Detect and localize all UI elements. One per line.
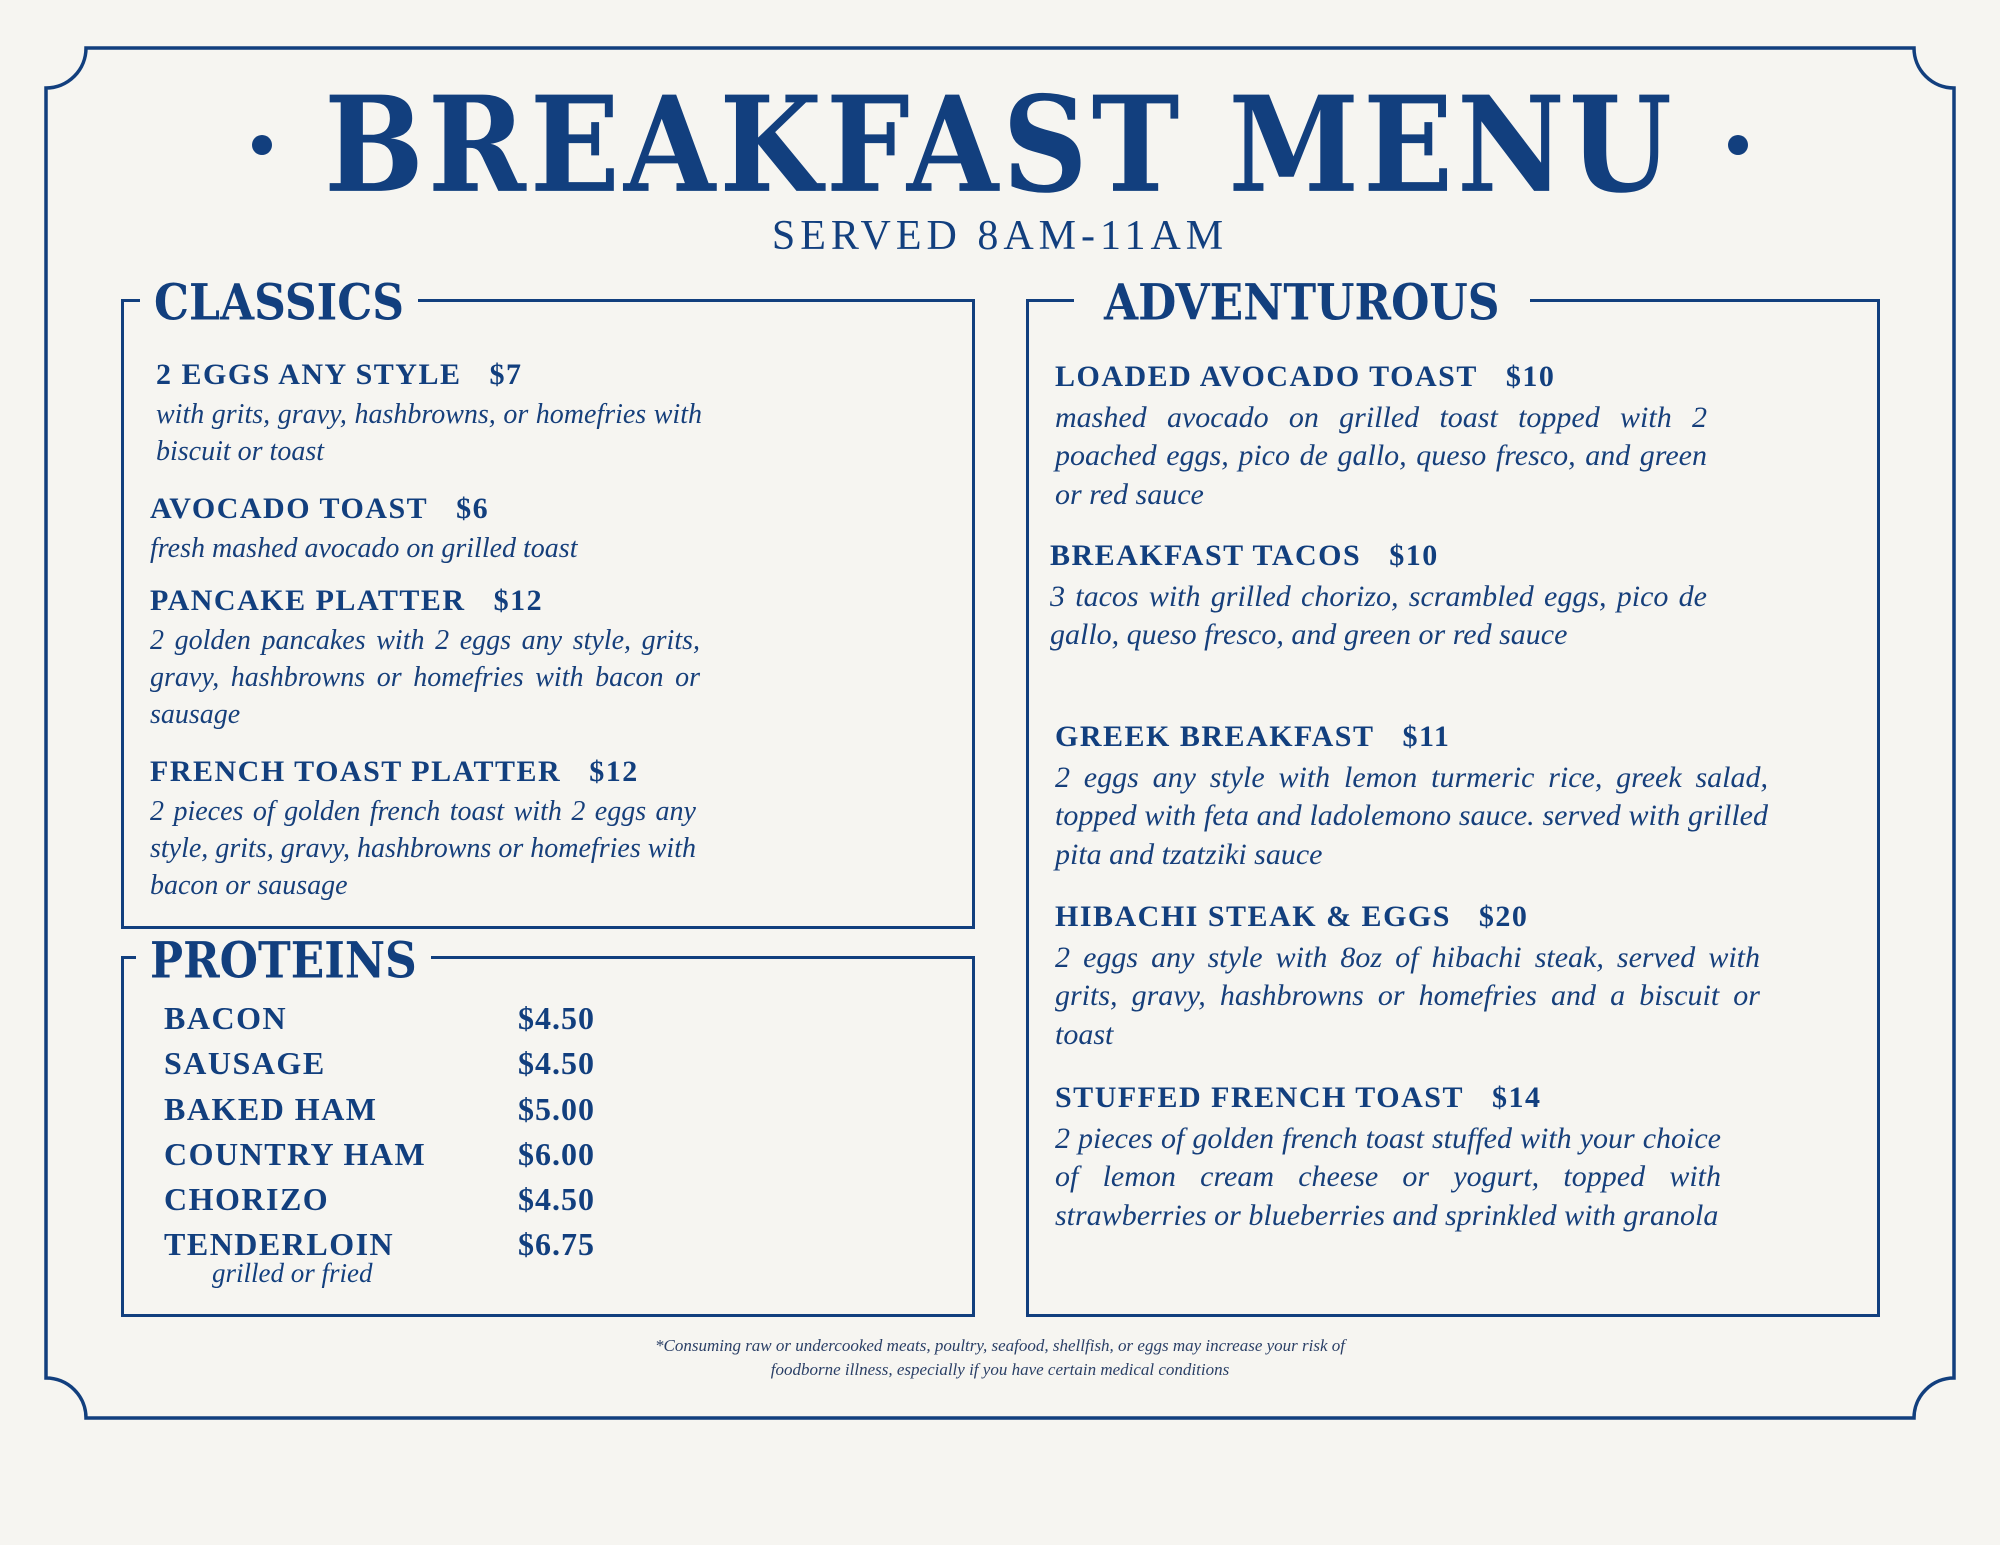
item-name: PANCAKE PLATTER [150,584,466,617]
proteins-title: PROTEINS [136,937,431,986]
menu-item [1055,899,1760,1054]
item-description: 2 eggs any style with 8oz of hibachi steak, served with grits, gravy, hashbrowns or homefries and a biscuit or toast [1055,941,1760,1051]
menu-item [150,491,702,568]
menu-item [156,357,702,471]
item-description: fresh mashed avocado on grilled toast [150,533,578,564]
protein-name: BACON [164,1000,288,1036]
protein-price: $5.00 [518,1091,595,1127]
adventurous-title: ADVENTUROUS [1074,279,1530,328]
item-description: with grits, gravy, hashbrowns, or homefries with biscuit or toast [156,399,702,467]
menu-item [1055,719,1768,874]
item-name: GREEK BREAKFAST [1055,720,1375,753]
item-price: $14 [1491,1081,1542,1114]
protein-row [164,1136,624,1182]
item-name: AVOCADO TOAST [150,492,429,525]
protein-row [164,1181,624,1227]
protein-name: SAUSAGE [164,1045,326,1081]
item-description: 2 eggs any style with lemon turmeric rice, greek salad, topped with feta and ladolemono sauce. served with grilled pita and tzatziki sauce [1055,761,1768,871]
protein-price: $6.75 [518,1226,595,1262]
tenderloin-note: grilled or fried [212,1258,373,1288]
item-price: $12 [493,584,544,617]
protein-price: $4.50 [518,1181,595,1217]
item-price: $11 [1402,720,1451,753]
protein-row [164,1045,624,1091]
item-name: FRENCH TOAST PLATTER [150,755,562,788]
protein-name: BAKED HAM [164,1091,378,1127]
item-name: STUFFED FRENCH TOAST [1055,1081,1464,1114]
item-description: 3 tacos with grilled chorizo, scrambled eggs, pico de gallo, queso fresco, and green or red sauce [1050,580,1707,652]
menu-header [0,66,2000,223]
item-price: $7 [489,358,523,391]
item-name: 2 EGGS ANY STYLE [156,358,462,391]
item-description: 2 pieces of golden french toast with 2 eggs any style, grits, gravy, hashbrowns or homefries with bacon or sausage [150,796,696,901]
protein-price: $4.50 [518,1045,595,1081]
menu-item [1055,359,1707,514]
protein-price: $6.00 [518,1136,595,1172]
protein-row [164,1091,624,1137]
item-description: 2 golden pancakes with 2 eggs any style, grits, gravy, hashbrowns or homefries with bacon or sausage [150,625,700,730]
menu-item [1055,1080,1721,1235]
menu-item [150,754,696,905]
protein-price: $4.50 [518,1000,595,1036]
health-disclaimer: *Consuming raw or undercooked meats, poultry, seafood, shellfish, or eggs may increase your risk of foodborne illness, especially if you have certain medical conditions [654,1336,1346,1380]
menu-item [1050,538,1707,655]
menu-title: BREAKFAST MENU [324,66,1676,223]
protein-name: TENDERLOIN [164,1226,395,1262]
item-name: LOADED AVOCADO TOAST [1055,360,1478,393]
item-description: 2 pieces of golden french toast stuffed with your choice of lemon cream cheese or yogurt, topped with strawberries or blueberries and sprinkled with granola [1055,1122,1721,1232]
item-price: $10 [1505,360,1556,393]
menu-item [150,583,700,734]
protein-name: CHORIZO [164,1181,330,1217]
served-hours: SERVED 8AM-11AM [771,213,1229,259]
item-price: $12 [589,755,639,788]
item-price: $10 [1389,539,1439,572]
item-price: $20 [1478,900,1529,933]
item-description: mashed avocado on grilled toast topped with 2 poached eggs, pico de gallo, queso fresco, and green or red sauce [1055,401,1707,511]
item-name: HIBACHI STEAK & EGGS [1055,900,1451,933]
classics-title: CLASSICS [140,279,418,328]
title-dot-left [252,135,272,155]
item-price: $6 [456,492,490,525]
title-dot-right [1728,135,1748,155]
protein-name: COUNTRY HAM [164,1136,427,1172]
item-name: BREAKFAST TACOS [1050,539,1362,572]
protein-row [164,1000,624,1046]
